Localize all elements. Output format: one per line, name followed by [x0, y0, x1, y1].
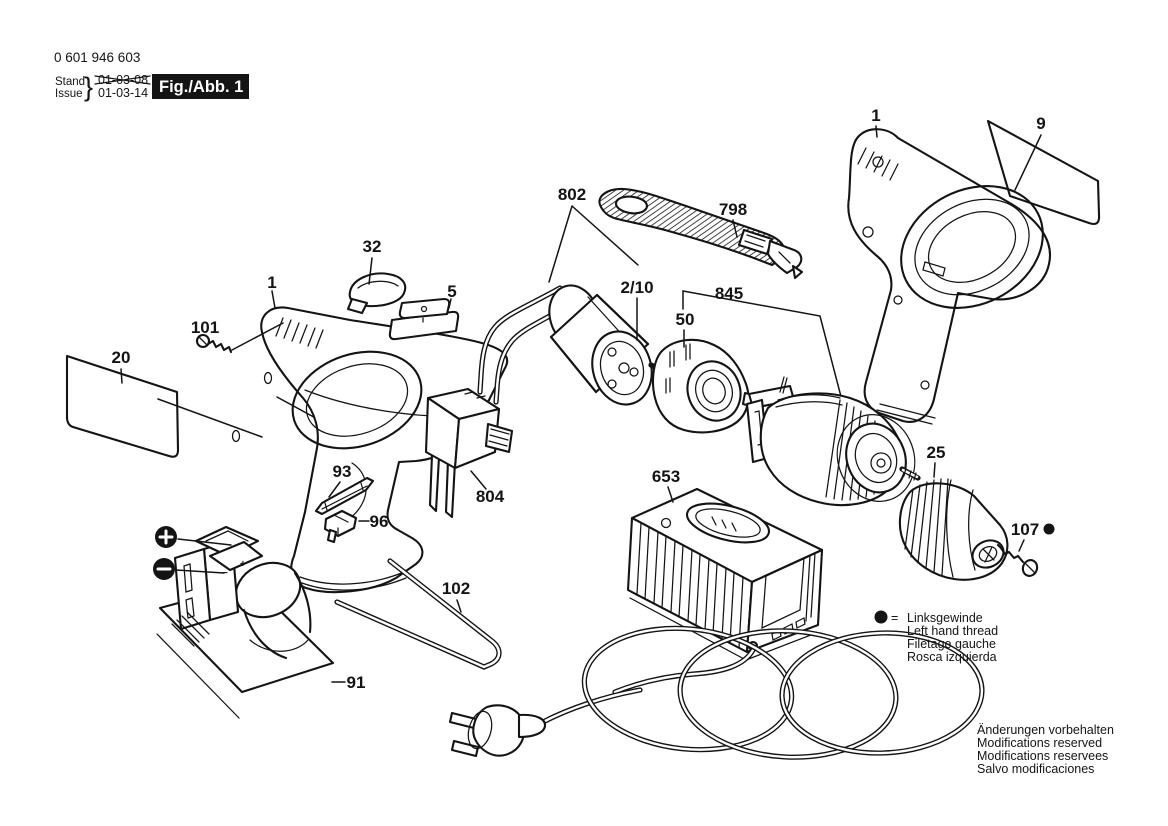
- callout-102: 102: [441, 579, 471, 598]
- callout-20: 20: [111, 348, 131, 367]
- callout-798: 798: [718, 200, 748, 219]
- callout-107: 107: [1010, 520, 1040, 539]
- callout-91: 91: [346, 673, 366, 692]
- footer-line-en: Modifications reserved: [977, 736, 1103, 750]
- callout-32: 32: [362, 237, 382, 256]
- brace-glyph: }: [84, 72, 94, 102]
- left-hand-thread-legend: [875, 611, 999, 665]
- callout-653: 653: [651, 467, 681, 486]
- date-new: 01-03-14: [98, 86, 149, 100]
- modifications-note: [977, 723, 1114, 776]
- callout-50: 50: [675, 310, 695, 329]
- callout-96: 96: [369, 512, 389, 531]
- legend-equals: =: [891, 611, 899, 625]
- legend-line-en: Left hand thread: [907, 624, 999, 638]
- figure-badge-label: Fig./Abb. 1: [159, 78, 244, 96]
- header-block: [54, 50, 249, 102]
- callout-804: 804: [475, 487, 505, 506]
- motor-802-drawing: [542, 206, 666, 412]
- left-hand-thread-dot-icon: [1044, 524, 1055, 535]
- footer-line-de: Änderungen vorbehalten: [977, 723, 1114, 737]
- callout-845: 845: [714, 284, 744, 303]
- mains-plug: [450, 705, 545, 756]
- callout-9: 9: [1036, 114, 1046, 133]
- callout-1-left: 1: [267, 273, 277, 292]
- plus-terminal-mark: +: [240, 559, 246, 570]
- date-old-struck: 01-03-08: [98, 73, 149, 87]
- legend-dot-icon: [875, 611, 888, 624]
- callout-93: 93: [332, 462, 352, 481]
- legend-line-fr: Filetage gauche: [907, 637, 996, 651]
- chuck-25-drawing: [900, 463, 1008, 580]
- button-32-drawing: [348, 258, 405, 313]
- callout-2-10: 2/10: [620, 278, 654, 297]
- slider-5-drawing: [390, 299, 458, 339]
- callout-802: 802: [557, 185, 587, 204]
- issue-label: Issue: [55, 88, 83, 100]
- footer-line-es: Salvo modificaciones: [977, 762, 1095, 776]
- callout-101: 101: [190, 318, 220, 337]
- legend-line-de: Linksgewinde: [907, 611, 983, 625]
- callout-5: 5: [447, 282, 457, 301]
- stand-label: Stand: [55, 76, 86, 88]
- legend-line-es: Rosca izquierda: [907, 650, 997, 664]
- power-cord-drawing: [450, 618, 984, 762]
- callout-25: 25: [926, 443, 946, 462]
- callout-1-right: 1: [871, 106, 881, 125]
- document-part-number: 0 601 946 603: [54, 50, 141, 65]
- minus-terminal-mark: −: [222, 568, 228, 579]
- footer-line-fr: Modifications reservees: [977, 749, 1109, 763]
- strap-798-drawing: [599, 189, 802, 278]
